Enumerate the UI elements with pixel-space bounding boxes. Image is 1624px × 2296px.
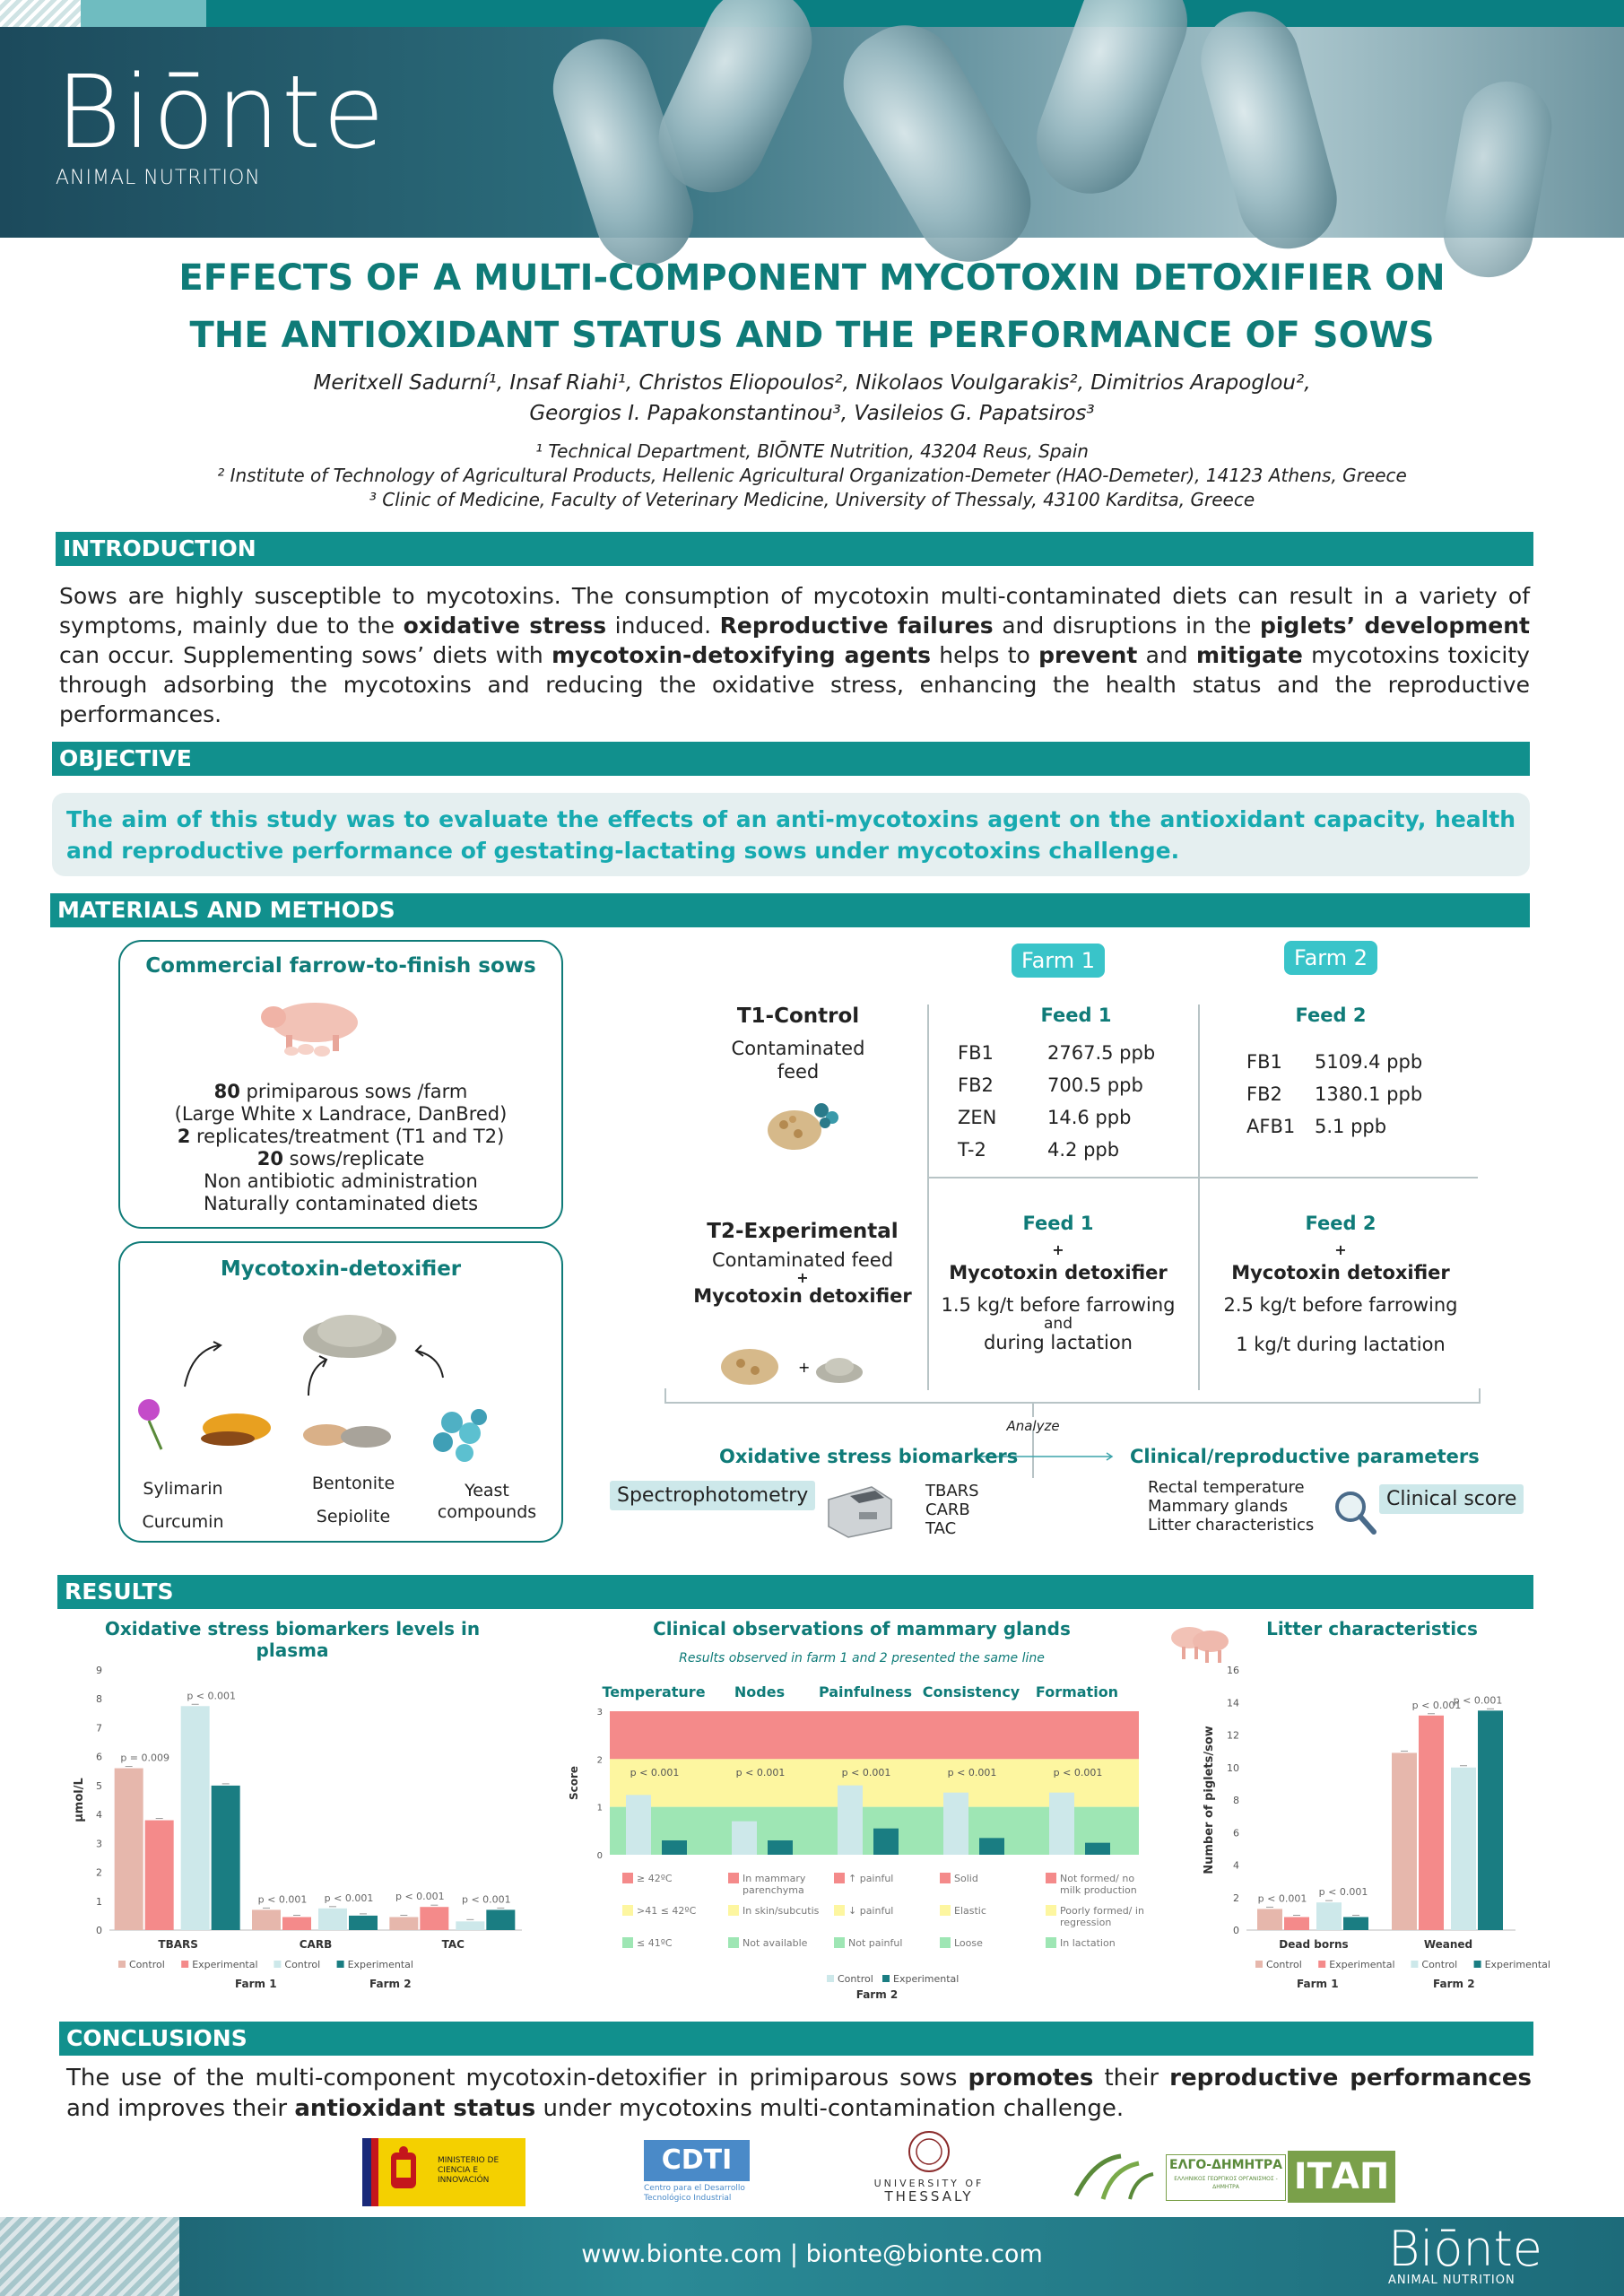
feed-pellets-icon <box>762 1094 843 1157</box>
category-label: Consistency <box>922 1683 1020 1700</box>
title-line-1: EFFECTS OF A MULTI-COMPONENT MYCOTOXIN DETOXIFIER ON <box>178 257 1446 299</box>
feed1-label: Feed 1 <box>1040 1004 1112 1026</box>
y-tick-label: 2 <box>1233 1892 1239 1904</box>
legend-swatch <box>1411 1961 1418 1968</box>
p-value-annotation: p < 0.001 <box>461 1893 511 1906</box>
affiliation-1: ¹ Technical Department, BIŌNTE Nutrition, 43204 Reus, Spain <box>535 440 1089 462</box>
p-value-annotation: p < 0.001 <box>947 1767 997 1779</box>
legend-label: ↓ painful <box>848 1905 894 1917</box>
bar <box>389 1918 418 1931</box>
sows-details: 80 primiparous sows /farm (Large White x Landrace, DanBred) 2 replicates/treatment (T1 and T2) 20 sows/replicate Non antibiotic administration Naturally contaminated diets <box>174 1081 508 1214</box>
section-introduction: INTRODUCTION <box>56 532 1533 566</box>
authors <box>0 368 1624 429</box>
feed2-label: Feed 2 <box>1295 1004 1367 1026</box>
legend-swatch <box>728 1873 739 1883</box>
legend-label: Not painful <box>848 1937 903 1949</box>
legend-label: Elastic <box>954 1905 986 1917</box>
ingredient-group-3: Yeast compounds <box>437 1481 537 1522</box>
p-value-annotation: p < 0.001 <box>395 1891 445 1903</box>
bar <box>838 1786 863 1855</box>
legend-swatch <box>940 1873 951 1883</box>
legend-swatch <box>622 1937 633 1948</box>
category-label: TAC <box>441 1938 465 1951</box>
legend-label: Experimental <box>347 1959 413 1970</box>
category-label: Weaned <box>1423 1938 1473 1951</box>
farm2-label: Farm 2 <box>1433 1978 1475 1990</box>
legend-label: milk production <box>1060 1884 1137 1896</box>
authors-line-2: Georgios I. Papakonstantinou³, Vasileios G. Papatsiros³ <box>529 402 1095 425</box>
legend-label: Control <box>1421 1959 1458 1970</box>
legend-swatch <box>1474 1961 1481 1968</box>
itap-text: ΙΤΑΠ <box>1288 2151 1395 2203</box>
y-tick-label: 3 <box>96 1838 102 1850</box>
bar <box>732 1822 757 1855</box>
category-label: Nodes <box>734 1683 786 1700</box>
farm1-label: Farm 1 <box>235 1978 277 1990</box>
svg-text:+: + <box>798 1359 811 1376</box>
legend-label: Control <box>1266 1959 1302 1970</box>
legend-label: In mammary <box>743 1873 806 1884</box>
y-tick-label: 1 <box>96 1895 102 1908</box>
ingredient-group-2: Bentonite Sepiolite <box>311 1474 395 1526</box>
legend-label: regression <box>1060 1917 1112 1928</box>
legend-label: Experimental <box>1329 1959 1395 1970</box>
detox-title: Mycotoxin-detoxifier <box>220 1257 462 1281</box>
bar <box>115 1769 143 1930</box>
ministerio-text: MINISTERIO DE CIENCIA E INNOVACIÓN <box>438 2156 499 2185</box>
coat-of-arms-icon <box>386 2145 421 2199</box>
bar <box>181 1706 210 1930</box>
category-label: Formation <box>1035 1683 1119 1700</box>
legend-swatch <box>827 1975 834 1982</box>
y-tick-label: 2 <box>96 1866 102 1879</box>
cdti-logo: CDTI Centro para el Desarrollo Tecnológico Industrial <box>644 2140 750 2203</box>
clinical-parameters-title: Clinical/reproductive parameters <box>1130 1446 1480 1467</box>
y-tick-label: 0 <box>96 1925 102 1936</box>
p-value-annotation: p < 0.001 <box>257 1893 308 1906</box>
legend-label: >41 ≤ 42ºC <box>637 1905 697 1917</box>
y-tick-label: 6 <box>96 1751 102 1763</box>
header-stripes <box>0 0 1624 27</box>
y-tick-label: 12 <box>1227 1729 1239 1742</box>
thessaly-logo: UNIVERSITY OF THESSALY <box>866 2129 992 2212</box>
section-results: RESULTS <box>57 1575 1533 1609</box>
bar <box>1284 1918 1309 1931</box>
footer <box>0 2217 1624 2296</box>
legend-label: Experimental <box>893 1973 960 1985</box>
conclusions-text: The use of the multi-component mycotoxin-detoxifier in primiparous sows promotes their reproductive performances and improves their antioxidant status under mycotoxins multi-contamination challenge. <box>66 2065 1532 2122</box>
ingredient-group-1: Sylimarin Curcumin <box>142 1479 224 1532</box>
legend-label: Poorly formed/ in <box>1060 1905 1144 1917</box>
bar <box>1451 1768 1476 1930</box>
chromosome-image <box>824 5 1051 281</box>
legend-swatch <box>181 1961 188 1968</box>
y-axis-label: Score <box>568 1765 580 1801</box>
legend-label: ↑ painful <box>848 1873 894 1884</box>
y-tick-label: 1 <box>596 1803 603 1813</box>
clinical-score-label: Clinical score <box>1379 1484 1524 1514</box>
legend-swatch <box>834 1937 845 1948</box>
biomarkers-list: TBARS CARB TAC <box>925 1482 979 1538</box>
category-label: TBARS <box>158 1938 198 1951</box>
legend-label: In lactation <box>1060 1937 1116 1949</box>
legend-swatch <box>834 1905 845 1916</box>
legend-label: Not available <box>743 1937 808 1949</box>
chart-oxidative-biomarkers <box>72 1657 538 1998</box>
chart-mammary-glands <box>565 1657 1144 2001</box>
bar <box>282 1918 311 1931</box>
bar <box>486 1909 515 1930</box>
bar <box>1085 1843 1110 1855</box>
t2-farm1-dosage: Feed 1 + Mycotoxin detoxifier 1.5 kg/t before farrowing and during lactation <box>941 1213 1176 1353</box>
bar <box>873 1829 899 1855</box>
t1-control-block: T1-Control Contaminated feed <box>731 1004 865 1083</box>
y-tick-label: 16 <box>1227 1665 1239 1676</box>
sows-title: Commercial farrow-to-finish sows <box>145 954 536 978</box>
legend-swatch <box>1046 1937 1056 1948</box>
analyze-connector <box>664 1388 1489 1487</box>
category-label: Temperature <box>602 1683 706 1700</box>
farm2-label: Farm 2 <box>369 1978 412 1990</box>
authors-line-1: Meritxell Sadurní¹, Insaf Riahi¹, Christos Eliopoulos², Nikolaos Voulgarakis², Dimitrios Arapoglou², <box>313 371 1311 395</box>
chart-litter-characteristics <box>1202 1657 1550 1998</box>
footer-logo: Biōnte ANIMAL NUTRITION <box>1388 2221 1543 2287</box>
legend-swatch <box>1318 1961 1325 1968</box>
bar <box>1343 1918 1368 1931</box>
bar <box>1049 1793 1074 1855</box>
legend-swatch <box>1255 1961 1263 1968</box>
bar <box>252 1909 281 1930</box>
p-value-annotation: p < 0.001 <box>841 1767 891 1779</box>
elgo-box: ΕΛΓΟ-ΔΗΜΗΤΡΑ ΕΛΛΗΝΙΚΟΣ ΓΕΩΡΓΙΚΟΣ ΟΡΓΑΝΙΣΜΟΣ - ΔΗΜΗΤΡΑ <box>1166 2154 1286 2201</box>
legend-swatch <box>622 1873 633 1883</box>
sows-panel <box>118 940 563 1229</box>
bar <box>1316 1902 1342 1930</box>
legend-swatch <box>728 1905 739 1916</box>
p-value-annotation: p < 0.001 <box>630 1767 680 1779</box>
legend-label: Experimental <box>1484 1959 1550 1970</box>
bar <box>1257 1909 1282 1930</box>
legend-swatch <box>1046 1873 1056 1883</box>
legend-swatch <box>274 1961 281 1968</box>
p-value-annotation: p < 0.001 <box>324 1892 374 1904</box>
ingredients-illustration <box>120 1288 565 1467</box>
y-tick-label: 4 <box>96 1809 102 1822</box>
y-tick-label: 7 <box>96 1722 102 1735</box>
legend-label: Loose <box>954 1937 983 1949</box>
legend-swatch <box>940 1937 951 1948</box>
feed2-table: FB1 5109.4 ppb FB2 1380.1 ppb AFB1 5.1 ppb <box>1246 1051 1423 1137</box>
legend-label: Control <box>284 1959 321 1970</box>
p-value-annotation: p < 0.001 <box>1257 1892 1307 1905</box>
y-axis-label: µmol/L <box>73 1778 86 1822</box>
p-value-annotation: p < 0.001 <box>1318 1886 1368 1899</box>
bar <box>979 1838 1004 1855</box>
bar <box>212 1786 240 1930</box>
legend-swatch <box>728 1937 739 1948</box>
bar <box>943 1793 968 1855</box>
thessaly-seal-icon <box>907 2129 951 2174</box>
legend-label: ≤ 41ºC <box>637 1937 673 1949</box>
header-banner <box>0 0 1624 238</box>
y-tick-label: 0 <box>1233 1925 1239 1936</box>
legend-swatch <box>882 1975 890 1982</box>
category-label: Painfulness <box>818 1683 913 1700</box>
section-methods: MATERIALS AND METHODS <box>50 893 1530 927</box>
y-tick-label: 10 <box>1227 1761 1239 1774</box>
legend-label: Control <box>838 1973 873 1985</box>
bar <box>420 1907 448 1930</box>
chart2-title: Clinical observations of mammary glands <box>653 1618 1071 1639</box>
y-tick-label: 3 <box>596 1708 603 1718</box>
y-tick-label: 4 <box>1233 1859 1239 1872</box>
legend-swatch <box>1046 1905 1056 1916</box>
legend-label: In skin/subcutis <box>743 1905 820 1917</box>
y-axis-label: Number of piglets/sow <box>1203 1726 1216 1874</box>
logo-subtext: ANIMAL NUTRITION <box>56 167 261 189</box>
bar <box>1392 1752 1417 1930</box>
introduction-text: Sows are highly susceptible to mycotoxins. The consumption of mycotoxin multi-contaminated diets can result in a variety of symptoms, mainly due to the oxidative stress induced. Reproductive failures and disruptions in the piglets’ development can occur. Supplementing sows’ diets with mycotoxin-detoxifying agents helps to prevent and mitigate mycotoxins toxicity through adsorbing the mycotoxins and reducing the oxidative stress, enhancing the health status and the reproductive performances. <box>59 583 1530 727</box>
y-tick-label: 6 <box>1233 1827 1239 1839</box>
section-conclusions: CONCLUSIONS <box>59 2022 1533 2056</box>
divider <box>927 1177 1478 1178</box>
y-tick-label: 14 <box>1227 1697 1239 1709</box>
band-high <box>610 1711 1139 1759</box>
clinical-parameters-list: Rectal temperature Mammary glands Litter characteristics <box>1148 1478 1315 1535</box>
legend-swatch <box>940 1905 951 1916</box>
p-value-annotation: p < 0.001 <box>187 1690 237 1702</box>
category-label: Dead borns <box>1279 1938 1349 1951</box>
farm2-label: Farm 2 <box>855 1988 899 2001</box>
y-tick-label: 2 <box>596 1755 603 1766</box>
feed1-table: FB1 2767.5 ppb FB2 700.5 ppb ZEN 14.6 ppb T-2 4.2 ppb <box>958 1042 1156 1161</box>
t2-farm2-dosage: Feed 2 + Mycotoxin detoxifier 2.5 kg/t before farrowing 1 kg/t during lactation <box>1223 1213 1458 1355</box>
spectrophotometry-label: Spectrophotometry <box>610 1481 815 1510</box>
wheat-icon <box>1067 2151 1160 2203</box>
y-tick-label: 8 <box>96 1693 102 1706</box>
bar <box>318 1909 347 1930</box>
p-value-annotation: p = 0.009 <box>120 1752 170 1764</box>
y-tick-label: 8 <box>1233 1795 1239 1806</box>
feed-plus-detoxifier-icon <box>714 1340 866 1394</box>
footer-contact: www.bionte.com | bionte@bionte.com <box>581 2240 1043 2268</box>
bar <box>1419 1716 1444 1930</box>
t2-experimental-block: T2-Experimental Contaminated feed + Mycotoxin detoxifier <box>693 1220 912 1307</box>
bionte-logo <box>56 55 386 189</box>
y-tick-label: 9 <box>96 1665 102 1676</box>
category-label: CARB <box>299 1938 333 1951</box>
y-tick-label: 0 <box>596 1851 603 1861</box>
bar <box>1478 1710 1503 1930</box>
poster-title <box>0 249 1624 364</box>
legend-label: Experimental <box>192 1959 258 1970</box>
chart3-title: Litter characteristics <box>1266 1618 1478 1639</box>
legend-swatch <box>118 1961 126 1968</box>
farm1-pill: Farm 1 <box>1012 944 1105 978</box>
p-value-annotation: p < 0.001 <box>1411 1699 1462 1711</box>
legend-label: Not formed/ no <box>1060 1873 1135 1884</box>
legend-label: parenchyma <box>743 1884 804 1896</box>
bar <box>768 1840 793 1855</box>
title-line-2: THE ANTIOXIDANT STATUS AND THE PERFORMANCE OF SOWS <box>189 315 1435 356</box>
bar <box>456 1921 484 1930</box>
chart2-subtitle: Results observed in farm 1 and 2 presented the same line <box>679 1651 1045 1665</box>
bar <box>145 1821 174 1930</box>
legend-label: Solid <box>954 1873 978 1884</box>
bar <box>349 1916 378 1930</box>
bar <box>626 1795 651 1855</box>
chromosome-image <box>1190 0 1348 259</box>
divider <box>1198 1004 1200 1390</box>
affiliation-2: ² Institute of Technology of Agricultural Products, Hellenic Agricultural Organization-Demeter (HAO-Demeter), 14123 Athens, Greece <box>217 465 1407 486</box>
section-objective: OBJECTIVE <box>52 742 1530 776</box>
chart1-title: Oxidative stress biomarkers levels in plasma <box>104 1618 481 1661</box>
legend-swatch <box>337 1961 344 1968</box>
objective-box: The aim of this study was to evaluate the effects of an anti-mycotoxins agent on the antioxidant capacity, health and reproductive performance of gestating-lactating sows under mycotoxins challenge. <box>52 793 1530 876</box>
logo-text: Biōnte <box>56 55 386 171</box>
oxidative-biomarkers-title: Oxidative stress biomarkers <box>719 1446 1019 1467</box>
pig-icon <box>259 988 367 1060</box>
ministerio-logo <box>362 2138 525 2206</box>
affiliations <box>0 439 1624 512</box>
divider <box>927 1004 929 1390</box>
farm1-label: Farm 1 <box>1297 1978 1339 1990</box>
elgo-itap-logo <box>1067 2151 1401 2203</box>
spectrophotometer-icon <box>823 1473 895 1539</box>
legend-label: Control <box>129 1959 165 1970</box>
bar <box>662 1840 687 1855</box>
p-value-annotation: p < 0.001 <box>1453 1694 1503 1707</box>
detoxifier-panel <box>118 1241 563 1543</box>
legend-swatch <box>834 1873 845 1883</box>
chromosome-image <box>1021 0 1203 209</box>
magnifier-icon <box>1333 1489 1377 1537</box>
y-tick-label: 5 <box>96 1779 102 1792</box>
affiliation-3: ³ Clinic of Medicine, Faculty of Veterinary Medicine, University of Thessaly, 43100 Karditsa, Greece <box>369 489 1255 510</box>
p-value-annotation: p < 0.001 <box>735 1767 786 1779</box>
analyze-label: Analyze <box>1006 1418 1060 1434</box>
legend-label: ≥ 42ºC <box>637 1873 673 1884</box>
p-value-annotation: p < 0.001 <box>1053 1767 1103 1779</box>
legend-swatch <box>622 1905 633 1916</box>
farm2-pill: Farm 2 <box>1284 941 1377 975</box>
